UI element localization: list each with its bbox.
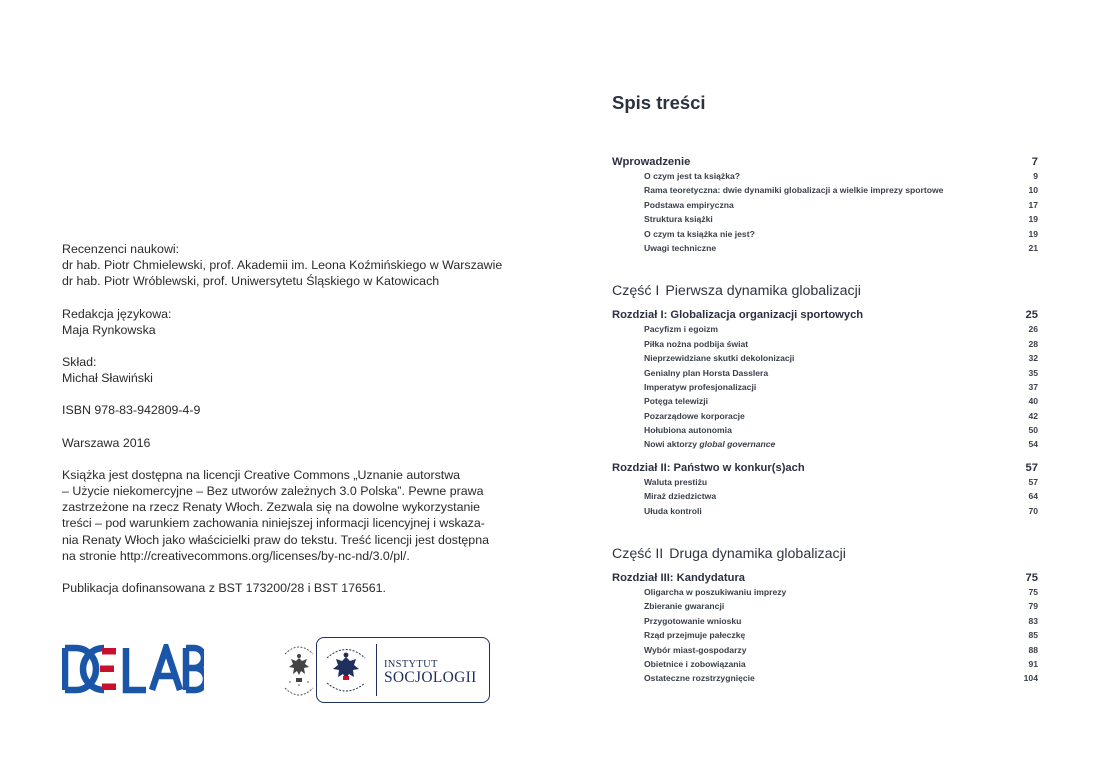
toc-entry-intro[interactable]: [612, 156, 1038, 171]
typesetting-heading: Skład:: [62, 355, 97, 370]
license-line: Książka jest dostępna na licencji Creative Commons „Uznanie autorstwa: [62, 467, 461, 482]
toc-subentry[interactable]: [612, 506, 1038, 520]
toc-subentry-page: 79: [1028, 601, 1038, 612]
toc-subentry[interactable]: [612, 214, 1038, 228]
toc-subentry-page: 70: [1028, 505, 1038, 516]
toc-subentry[interactable]: [612, 659, 1038, 673]
toc-subentry[interactable]: [612, 439, 1038, 453]
toc-subentry-page: 19: [1028, 214, 1038, 225]
reviewers-section: [62, 241, 502, 290]
toc-subentry-label: Genialny plan Horsta Dasslera: [644, 367, 769, 378]
toc-subentry-label: Podstawa empiryczna: [644, 199, 734, 210]
toc-subentry-label: O czym ta książka nie jest?: [644, 228, 755, 239]
license-line: nia Renaty Włoch jako właścicielki praw do tekstu. Treść licencji jest dostępna: [62, 532, 489, 547]
toc-subentry-label: Pozarządowe korporacje: [644, 410, 745, 421]
toc-subentry[interactable]: [612, 353, 1038, 367]
toc-subentry-label: Imperatyw profesjonalizacji: [644, 381, 757, 392]
toc-entry-chapter-1[interactable]: [612, 309, 1038, 324]
toc-subentry-page: 26: [1028, 324, 1038, 335]
toc-subentry-page: 19: [1028, 228, 1038, 239]
logos-row: [62, 637, 492, 705]
toc-subentry-page: 32: [1028, 353, 1038, 364]
toc-entry-chapter-3[interactable]: [612, 572, 1038, 587]
funding-note: [62, 580, 502, 596]
toc-subentry-label: Uwagi techniczne: [644, 242, 717, 253]
toc-subentry[interactable]: [612, 229, 1038, 243]
toc-subentry[interactable]: [612, 200, 1038, 214]
isbn: [62, 402, 502, 418]
toc-subentry-page: 91: [1028, 658, 1038, 669]
typesetter: Michał Sławiński: [62, 371, 153, 386]
toc-subentry[interactable]: [612, 477, 1038, 491]
toc-subentry-page: 28: [1028, 338, 1038, 349]
language-edit-heading: Redakcja językowa:: [62, 306, 172, 321]
toc-entry-label: Wprowadzenie: [612, 156, 691, 168]
divider: [376, 644, 377, 696]
toc-subentry[interactable]: [612, 368, 1038, 382]
part-number: Część II: [612, 546, 664, 563]
toc-subentry-label: Struktura książki: [644, 214, 713, 225]
institute-line-2: SOCJOLOGII: [384, 669, 477, 686]
toc-entry-page: 25: [1025, 309, 1038, 322]
toc-subentry-page: 83: [1028, 615, 1038, 626]
part-title: Druga dynamika globalizacji: [669, 546, 846, 563]
toc-entry-label: Rozdział III: Kandydatura: [612, 572, 746, 585]
toc-title: Spis treści: [612, 92, 706, 113]
delab-logo: [62, 644, 204, 694]
toc-subentry-page: 54: [1028, 439, 1038, 450]
toc-entry-label: Rozdział II: Państwo w konkur(s)ach: [612, 461, 805, 474]
toc-subentry-label: Ułuda kontroli: [644, 505, 702, 516]
toc-subentry-page: 104: [1023, 673, 1038, 684]
toc-subentry-page: 35: [1028, 367, 1038, 378]
license-line: – Użycie niekomercyjne – Bez utworów zależnych 3.0 Polska”. Pewne prawa: [62, 484, 484, 499]
language-edit-section: [62, 306, 502, 338]
toc-subentry[interactable]: [612, 396, 1038, 410]
part-title: Pierwsza dynamika globalizacji: [665, 283, 861, 300]
toc-subentry-label: Zbieranie gwarancji: [644, 601, 725, 612]
part-number: Część I: [612, 283, 660, 300]
toc-subentry[interactable]: [612, 491, 1038, 505]
toc-entry-label: Rozdział I: Globalizacja organizacji sportowych: [612, 309, 864, 322]
toc-subentry-page: 10: [1028, 185, 1038, 196]
toc-subentry[interactable]: [612, 382, 1038, 396]
toc-subentry[interactable]: [612, 339, 1038, 353]
toc-subentry[interactable]: [612, 185, 1038, 199]
toc-subentry-label: Potęga telewizji: [644, 396, 708, 407]
toc-subentry-label: Wybór miast-gospodarzy: [644, 644, 747, 655]
license-line: zastrzeżone na rzecz Renaty Włoch. Zezwala się na dowolne wykorzystanie: [62, 500, 481, 515]
toc-subentry-label: Rząd przejmuje pałeczkę: [644, 630, 746, 641]
toc-subentry-page: 40: [1028, 396, 1038, 407]
toc-subentry-page: 21: [1028, 242, 1038, 253]
toc-subentry-label: Przygotowanie wniosku: [644, 615, 742, 626]
institute-logo: [316, 637, 490, 703]
place-year-text: Warszawa 2016: [62, 435, 151, 450]
toc-entry-chapter-2[interactable]: [612, 462, 1038, 477]
toc-entry-page: 57: [1025, 461, 1038, 474]
toc-subentry[interactable]: [612, 587, 1038, 601]
isbn-text: ISBN 978-83-942809-4-9: [62, 403, 201, 418]
institute-line-1: INSTYTUT: [384, 659, 438, 670]
typesetting-section: [62, 354, 502, 386]
toc-subentry-label: Piłka nożna podbija świat: [644, 338, 749, 349]
toc-subentry[interactable]: [612, 171, 1038, 185]
toc-subentry[interactable]: [612, 411, 1038, 425]
license-line: treści – pod warunkiem zachowania niniejszej informacji licencyjnej i wskaza-: [62, 516, 485, 531]
toc-subentry[interactable]: [612, 616, 1038, 630]
toc-subentry[interactable]: [612, 324, 1038, 338]
toc-subentry-label: Miraż dziedzictwa: [644, 491, 717, 502]
toc-subentry-label: Oligarcha w poszukiwaniu imprezy: [644, 587, 787, 598]
toc-subentry-label: Nieprzewidziane skutki dekolonizacji: [644, 353, 795, 364]
toc-subentry-page: 88: [1028, 644, 1038, 655]
place-year: [62, 435, 502, 451]
toc-subentry-label: Obietnice i zobowiązania: [644, 658, 746, 669]
toc-subentry-page: 9: [1033, 171, 1038, 181]
toc-subentry-page: 50: [1028, 425, 1038, 436]
toc-subentry[interactable]: [612, 243, 1038, 257]
toc-subentry-page: 37: [1028, 381, 1038, 392]
part-heading-2: [612, 546, 1038, 566]
reviewer-1: dr hab. Piotr Chmielewski, prof. Akademii im. Leona Koźmińskiego w Warszawie: [62, 258, 503, 273]
toc-subentry-page: 75: [1028, 587, 1038, 598]
toc-subentry-page: 64: [1028, 491, 1038, 502]
toc-subentry-label-prefix: Nowi aktorzy: [644, 439, 698, 450]
toc-entry-page: 7: [1031, 156, 1038, 168]
table-of-contents: [612, 92, 1038, 688]
toc-subentry-page: 57: [1028, 476, 1038, 487]
toc-subentry[interactable]: [612, 601, 1038, 615]
toc-subentry[interactable]: [612, 645, 1038, 659]
reviewers-heading: Recenzenci naukowi:: [62, 242, 180, 256]
toc-subentry-label: Waluta prestiżu: [644, 476, 708, 487]
university-seal-icon: [281, 640, 317, 702]
toc-subentry-label: [644, 439, 775, 449]
toc-subentry-label: Rama teoretyczna: dwie dynamiki globalizacji a wielkie imprezy sportowe: [644, 185, 944, 196]
language-editor: Maja Rynkowska: [62, 322, 156, 337]
institute-seal-icon: [321, 643, 371, 697]
toc-subentry-label: Pacyfizm i egoizm: [644, 324, 719, 335]
toc-subentry-page: 85: [1028, 630, 1038, 641]
license-notice: [62, 467, 502, 564]
license-line: na stronie http://creativecommons.org/licenses/by-nc-nd/3.0/pl/.: [62, 548, 410, 563]
part-heading-1: [612, 283, 1038, 303]
toc-subentry-page: 17: [1028, 199, 1038, 210]
funding-text: Publikacja dofinansowana z BST 173200/28 i BST 176561.: [62, 581, 386, 596]
toc-subentry-label: O czym jest ta książka?: [644, 171, 741, 181]
toc-subentry[interactable]: [612, 673, 1038, 687]
toc-subentry-label: Ostateczne rozstrzygnięcie: [644, 673, 755, 684]
imprint-block: [62, 241, 502, 612]
toc-subentry[interactable]: [612, 630, 1038, 644]
reviewer-2: dr hab. Piotr Wróblewski, prof. Uniwersytetu Śląskiego w Katowicach: [62, 274, 440, 289]
toc-subentry-label: Hołubiona autonomia: [644, 425, 732, 436]
toc-entry-page: 75: [1025, 572, 1038, 585]
toc-subentry-page: 42: [1028, 410, 1038, 421]
toc-subentry-label-italic: global governance: [699, 439, 776, 450]
toc-subentry[interactable]: [612, 425, 1038, 439]
